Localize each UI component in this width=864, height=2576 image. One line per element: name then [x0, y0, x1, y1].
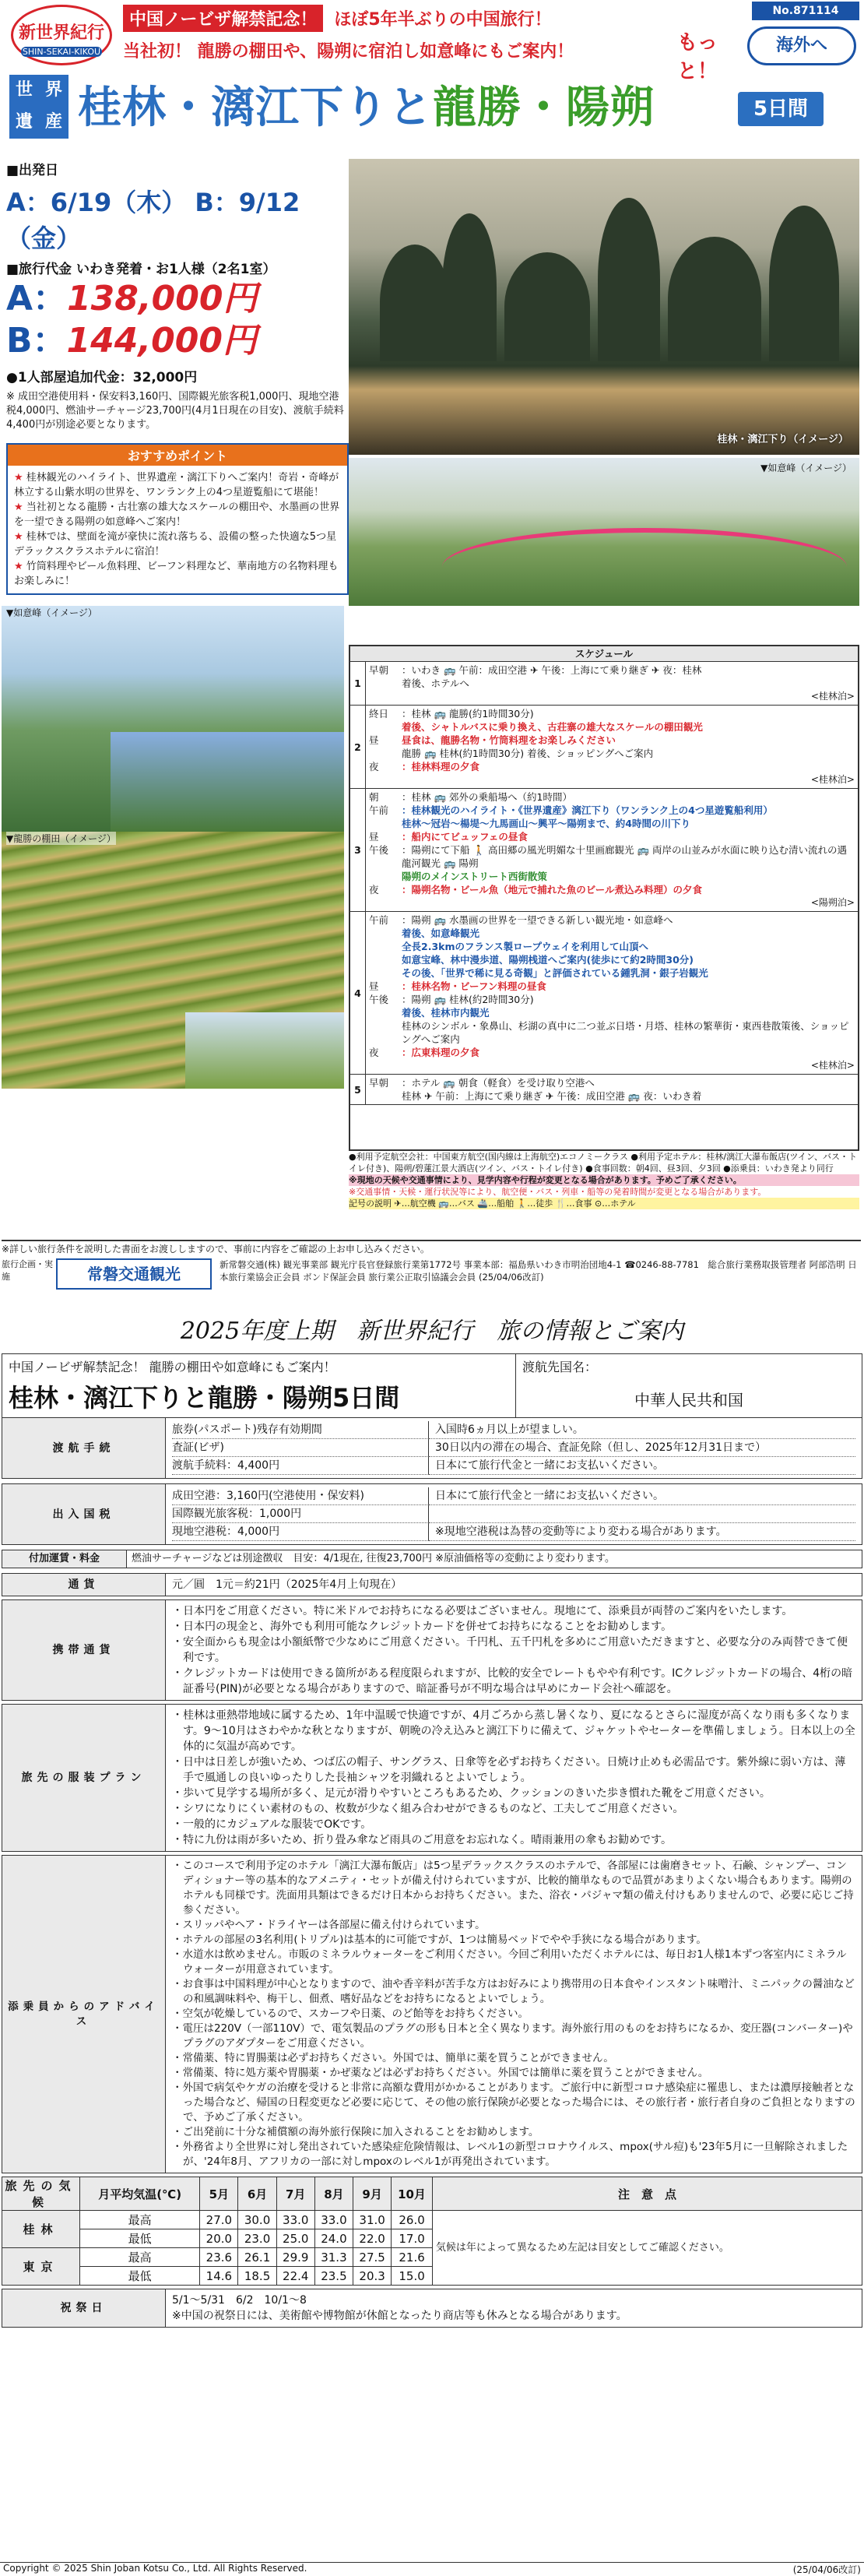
schedule-line: 午後 ：陽朔 🚌 桂林(約2時間30分): [369, 994, 534, 1005]
tour-subtitle: 中国ノービザ解禁記念！ 龍勝の棚田や如意峰にもご案内！: [9, 1360, 336, 1374]
recommend-title: おすすめポイント: [8, 445, 347, 466]
row-clothing: 旅先の服装プラン ・ 桂林は亜熱帯地域に属するため、1年中温暖で快適ですが、4月ごろから蒸し暑くなり、夏になるとさらに湿度が高くなり雨も多くなります。9〜10月はさわやかな秋となりますが、朝晩の冷え込みと漓江下りに備えて、ジャケットやセーターを準備しましょう。日本以上の全体的に気温が高めです。 ・ 日中は日差しが強いため、つば広の帽子、サングラス、日傘等を必ずお持ちください。日焼け止めも必需品です。紫外線に弱い方は、薄手で風通しの良いゆったりした長袖シャツを羽織れるとよいでしょう。 ・ 歩いて見学する場所が多く、足元が滑りやすいところもあるため、クッションのきいた歩き慣れた靴をご用意ください。 ・ シワになりにくい素材のもの、枚数が少なく組み合わせができるものなど、工夫してご用意ください。 ・ 一般的にカジュアルな服装でOKです。 ・ 特に九份は雨が多いため、折り畳み傘など雨具のご用意をお忘れなく。晴雨兼用の傘もお勧めです。: [2, 1704, 862, 1852]
kaigai-badge: 海外へ: [747, 26, 856, 65]
climate-table: 旅先の気候 月平均気温(℃) 5月 6月 7月 8月 9月 10月 注 意 点 桂林 最高 27.0 30.0 33.0 33.0 31.0 26.0 気候は年によって異なるため左記は目安としてご確認ください。 最低 20.0 23.0 25.0 24.0 22.0 17.0 東京 最高 23.6 26.1 29.9 31.3 27.5 21.6 最低 14.6 18.5 22.4 23.5 20.3 15.0: [2, 2177, 862, 2286]
revision-date: (25/04/06改訂): [792, 2564, 861, 2575]
recommend-item: ★ 当社初となる龍勝・古壮寨の雄大なスケールの棚田や、水墨画の世界を一望できる陽朔の如意峰へご案内！: [14, 500, 342, 530]
departure-label: ■出発日: [6, 163, 59, 178]
price-note: ※ 成田空港使用料・保安料3,160円、国際観光旅客税1,000円、現地空港税4,000円、燃油サーチャージ23,700円(4月1日現在の目安)、渡航手続料4,400円が別途必要となります。: [6, 391, 344, 431]
schedule-line: 早朝 ：いわき 🚌 午前：成田空港 ✈ 午後：上海にて乗り継ぎ ✈ 夜：桂林: [369, 664, 702, 676]
schedule-line: 着後、如意峰観光: [402, 927, 480, 939]
catch-subline: 当社初！ 龍勝の棚田や、陽朔に宿泊し如意峰にもご案内！: [123, 42, 574, 62]
schedule-line: 全長2.3kmのフランス製ロープウェイを利用して山頂へ: [402, 941, 648, 952]
schedule-notes: ●利用予定航空会社：中国東方航空(国内線は上海航空)エコノミークラス ●利用予定ホテル：桂林/漓江大瀑布飯店(ツイン、バス・トイレ付き)、陽朔/碧蓮江景大酒店(ツイン、バス・トイレ付き) ●食事回数：朝4回、昼3回、夕3回 ●添乗員：いわき発より同行 ※現地の天候や交通事情により、見学内容や行程が変更となる場合があります。予めご了承ください。 ※交通事情・天候・運行状況等により、航空便・バス・列車・船等の発着時間が変更となる場合があります。 記号の説明 ✈…航空機 🚌…バス 🚢…船舶 🚶…徒歩 🍴…食事 ⊙…ホテル: [349, 1151, 859, 1237]
organizer-logo: 常磐交通観光: [56, 1258, 212, 1290]
destination-country: 中華人民共和国: [634, 1391, 743, 1409]
tour-title: 桂林・漓江下りと龍勝・陽朔: [78, 83, 655, 133]
schedule-day: [350, 1075, 858, 1105]
copyright: Copyright © 2025 Shin Joban Kotsu Co., Ltd. All Rights Reserved.: [3, 2563, 307, 2574]
days-badge: 5日間: [738, 92, 824, 126]
photo-terraces-inset: [185, 1012, 344, 1089]
schedule-line: 昼 昼食は、龍勝名物・竹筒料理をお楽しみください: [369, 734, 616, 746]
organizer-block: [2, 1240, 861, 1310]
schedule-line: 着後、ホテルへ: [402, 677, 469, 689]
organizer-details: 新常磐交通(株) 観光事業部 観光庁長官登録旅行業第1772号 事業本部：福島県いわき市明治団地4-1 ☎0246-88-7781 総合旅行業務取扱管理者 阿部浩明 日本旅行業協会正会員 ボンド保証会員 旅行業公正取引協議会会員 (25/04/06改訂): [220, 1259, 857, 1283]
photo-caption: ▼如意峰（イメージ）: [6, 607, 97, 618]
price-label: ■旅行代金 いわき発着・お1人様（2名1室）: [6, 262, 276, 277]
schedule-line: 桂林 ✈ 午前：上海にて乗り継ぎ ✈ 午後：成田空港 🚌 夜：いわき着: [402, 1090, 702, 1102]
recommend-item: ★ 桂林では、壁面を滝が豪快に流れ落ちる、設備の整った快適な5つ星デラックスクラスホテルに宿泊！: [14, 530, 342, 559]
schedule-line: 午前 ：桂林観光のハイライト・《世界遺産》漓江下り（ワンランク上の4つ星遊覧船利用）: [369, 804, 773, 816]
schedule-day: [350, 789, 858, 912]
photo-li-river: [349, 159, 859, 455]
catch-copy: [123, 5, 683, 72]
catch-badge: 中国ノービザ解禁記念！: [123, 5, 323, 32]
schedule-line: 龍勝 🚌 桂林(約1時間30分) 着後、ショッピングへご案内: [402, 748, 654, 759]
recommend-item: ★ 竹筒料理やビール魚料理、ビーフン料理など、華南地方の名物料理もお楽しみに！: [14, 559, 342, 589]
schedule-line: その後、「世界で稀に見る奇観」と評価されている鍾乳洞・銀子岩観光: [402, 967, 708, 979]
document-number: No.871114: [752, 2, 859, 20]
row-currency: 通貨 元／圓 1元＝約21円（2025年4月上旬現在）: [2, 1573, 862, 1596]
schedule-line: 夜 ：広東料理の夕食: [369, 1047, 480, 1058]
photo-ruyi-peak: [349, 458, 859, 606]
world-heritage-badge: 世 界 遺 産: [9, 75, 68, 139]
price-a: A：138,000円: [6, 279, 258, 318]
photo-caption: ▼如意峰（イメージ）: [760, 463, 852, 473]
schedule-line: 早朝 ：ホテル 🚌 朝食（軽食）を受け取り空港へ: [369, 1077, 595, 1089]
schedule-line: 昼 ：桂林名物・ビーフン料理の昼食: [369, 980, 546, 992]
photo-caption: 桂林・漓江下り（イメージ）: [717, 434, 848, 445]
schedule-line: 夜 ：桂林料理の夕食: [369, 761, 480, 772]
recommend-box: [6, 443, 349, 595]
schedule-day: [350, 706, 858, 789]
recommend-item: ★ 桂林観光のハイライト、世界遺産・漓江下りへご案内！奇岩・奇峰が林立する山紫水明の世界を、ワンランク上の4つ星遊覧船にて堪能！: [14, 470, 342, 500]
row-procedures: 渡航手続 旅券(パスポート)残存有効期間 入国時6ヵ月以上が望ましい。 査証(ビザ) 30日以内の滞在の場合、査証免除（但し、2025年12月31日まで） 渡航手続料：4,400円 日本にて旅行代金と一緒にお支払いください。: [2, 1418, 862, 1479]
company-logo: 新世界紀行 SHIN-SEKAI-KIKOU: [11, 5, 112, 65]
flyer-header: [0, 0, 864, 156]
row-surcharge: 付加運賃・料金 燃油サーチャージなどは別途徴収 目安：4/1現在, 往復23,700円 ※原油価格等の変動により変わります。: [2, 1550, 862, 1568]
schedule-line: 如意宝峰、林中漫歩道、陽朔桟道へご案内(徒歩にて約2時間30分): [402, 954, 694, 966]
overnight-city: <桂林泊>: [810, 691, 855, 702]
schedule-line: 午後 ：陽朔にて下船 🚶 高田郷の風光明媚な十里画廊観光 🚌 両岸の山並みが水面に映り込む清い流れの遇龍河観光 🚌 陽朔: [369, 844, 848, 869]
page-footer: [0, 2562, 864, 2576]
row-holidays: 祝祭日 5/1〜5/31 6/2 10/1〜8 ※中国の祝祭日には、美術館や博物館が休館となったり商店等も休みとなる場合があります。: [2, 2289, 862, 2328]
day-number: 3: [350, 789, 366, 911]
single-room-supplement: ●1人部屋追加代金：32,000円: [6, 370, 198, 385]
row-taxes: 出入国税 成田空港：3,160円(空港使用・保安料) 日本にて旅行代金と一緒にお支払いください。 国際観光旅客税：1,000円 現地空港税：4,000円 ※現地空港税は為替の変動等により変わる場合があります。: [2, 1483, 862, 1545]
schedule-line: 昼 ：船内にてビュッフェの昼食: [369, 831, 528, 843]
motto-text: もっと！: [677, 31, 718, 83]
schedule-line: 着後、桂林市内観光: [402, 1007, 490, 1019]
price-b: B：144,000円: [6, 321, 257, 361]
schedule-line: 桂林〜冠岩〜楊堤〜九馬画山〜興平〜陽朔まで、約4時間の川下り: [402, 818, 690, 829]
schedule-line: 朝 ：桂林 🚌 郊外の乗船場へ（約1時間）: [369, 791, 572, 803]
day-number: 5: [350, 1075, 366, 1104]
overnight-city: <陽朔泊>: [810, 897, 855, 908]
schedule-line: 終日 ：桂林 🚌 龍勝(約1時間30分): [369, 708, 534, 720]
tour-name: 桂林・漓江下りと龍勝・陽朔5日間: [9, 1383, 400, 1413]
schedule-day: [350, 912, 858, 1075]
row-advice: 添乗員からのアドバイス ・ このコースで利用予定のホテル「漓江大瀑布飯店」は5つ星デラックスクラスのホテルで、各部屋には歯磨きセット、石鹸、シャンプー、コンディショナー等の基本的なアメニティ・セットが備え付けられていますが、比較的簡単なもので品質があまりよくない場合もあります。陽朔のホテルも同様です。洗面用具類はできるだけ日本からお持ちください。また、浴衣・パジャマ類の備え付けもありませんので、必要に応じご持参ください。 ・ スリッパやヘア・ドライヤーは各部屋に備え付けられています。 ・ ホテルの部屋の3名利用(トリプル)は基本的に可能ですが、1つは簡易ベッドでやや手狭になる場合があります。 ・ 水道水は飲めません。市販のミネラルウォーターをご利用ください。今回ご利用いただくホテルには、毎日お1人様1本ずつ客室内にミネラルウォーターが用意されています。 ・ お食事は中国料理が中心となりますので、油や香辛料が苦手な方はお好みにより携帯用の日本食やインスタント味噌汁、ミニパックの醤油などの和風調味料や、梅干し、佃煮、嗜好品などをお持ちになるとよいでしょう。 ・ 空気が乾燥しているので、スカーフや日薬、のど飴等をお持ちください。 ・ 電圧は220V（一部110V）で、電気製品のプラグの形も日本と全く異なります。海外旅行用のものをお持ちになるか、変圧器(コンバーター)やプラグのアダプターをご用意ください。 ・ 常備薬、特に胃腸薬は必ずお持ちください。外国では、簡単に薬を買うことができません。 ・ 常備薬、特に処方薬や胃腸薬・かぜ薬などは必ずお持ちください。外国では簡単に薬を買うことができません。 ・ 外国で病気やケガの治療を受けると非常に高額な費用がかかることがあります。ご旅行中に新型コロナ感染症に罹患し、または濃厚接触者となった場合など、帰国の日程変更など必要に応じて、その他の旅行保険が必要となった場合には、その旅行者・旅行者自身のご負担となりますので、予めご了承ください。 ・ ご出発前に十分な補償額の海外旅行保険に加入されることをお勧めします。 ・ 外務省より全世界に対し発出されていた感染症危険情報は、レベル1の新型コロナウイルス、mpox(サル痘)も'23年5月に一旦解除されましたが、'24年8月、アフリカの一部に対しmpoxのレベル1が再発出されています。: [2, 1855, 862, 2173]
schedule-line: 着後、シャトルバスに乗り換え、古荘寨の雄大なスケールの棚田観光: [402, 721, 703, 733]
schedule-line: 午前 ：陽朔 🚌 水墨画の世界を一望できる新しい観光地・如意峰へ: [369, 914, 673, 926]
photo-caption: ▼龍勝の棚田（イメージ）: [6, 833, 116, 844]
departure-dates: A：6/19（木） B：9/12（金）: [6, 188, 300, 253]
schedule-table: [349, 645, 859, 1151]
row-money: 携帯通貨 ・ 日本円をご用意ください。特に米ドルでお持ちになる必要はございません。現地にて、添乗員が両替のご案内をいたします。 ・ 日本円の現金と、海外でも利用可能なクレジットカードを併せてお持ちになることをお勧めします。 ・ 安全面からも現金は小額紙幣で少なめにご用意ください。千円札、五千円札を多めにご用意いただきますと、必要な分のみ両替できて便利です。 ・ クレジットカードは使用できる箇所がある程度限られますが、比較的安全でレートもやや有利です。ICクレジットカードの場合、4桁の暗証番号(PIN)が必要となる場合がありますので、暗証番号が不明な場合は早めにカード会社へ確認を。: [2, 1599, 862, 1701]
section2-heading: 2025年度上期 新世界紀行 旅の情報とご案内: [180, 1318, 684, 1345]
destination-label: 渡航先国名：: [522, 1360, 598, 1374]
day-number: 1: [350, 662, 366, 705]
schedule-day: [350, 662, 858, 706]
travel-info-section: [2, 1353, 862, 2328]
overnight-city: <桂林泊>: [810, 1060, 855, 1071]
schedule-line: 陽朔のメインストリート西街散策: [402, 871, 547, 882]
photo-ruyi-peak-inset: [111, 732, 344, 832]
day-number: 2: [350, 706, 366, 788]
catch-headline: ほぼ5年半ぶりの中国旅行！: [334, 10, 552, 30]
schedule-line: 夜 ：陽朔名物・ビール魚（地元で捕れた魚のビール煮込み料理）の夕食: [369, 884, 703, 896]
schedule-header: スケジュール: [350, 646, 858, 662]
tour-summary: [2, 1353, 862, 1418]
day-number: 4: [350, 912, 366, 1074]
terms-note: ※詳しい旅行条件を説明した書面をお渡ししますので、事前に内容をご確認の上お申し込みください。: [2, 1244, 430, 1255]
tour-info-panel: [6, 159, 349, 587]
overnight-city: <桂林泊>: [810, 774, 855, 785]
schedule-line: 桂林のシンボル・象鼻山、杉湖の真中に二つ並ぶ日塔・月塔、桂林の繁華街・東西巷散策後、ショッピングへご案内: [402, 1020, 849, 1045]
organizer-label: 旅行企画・実施: [2, 1259, 53, 1282]
